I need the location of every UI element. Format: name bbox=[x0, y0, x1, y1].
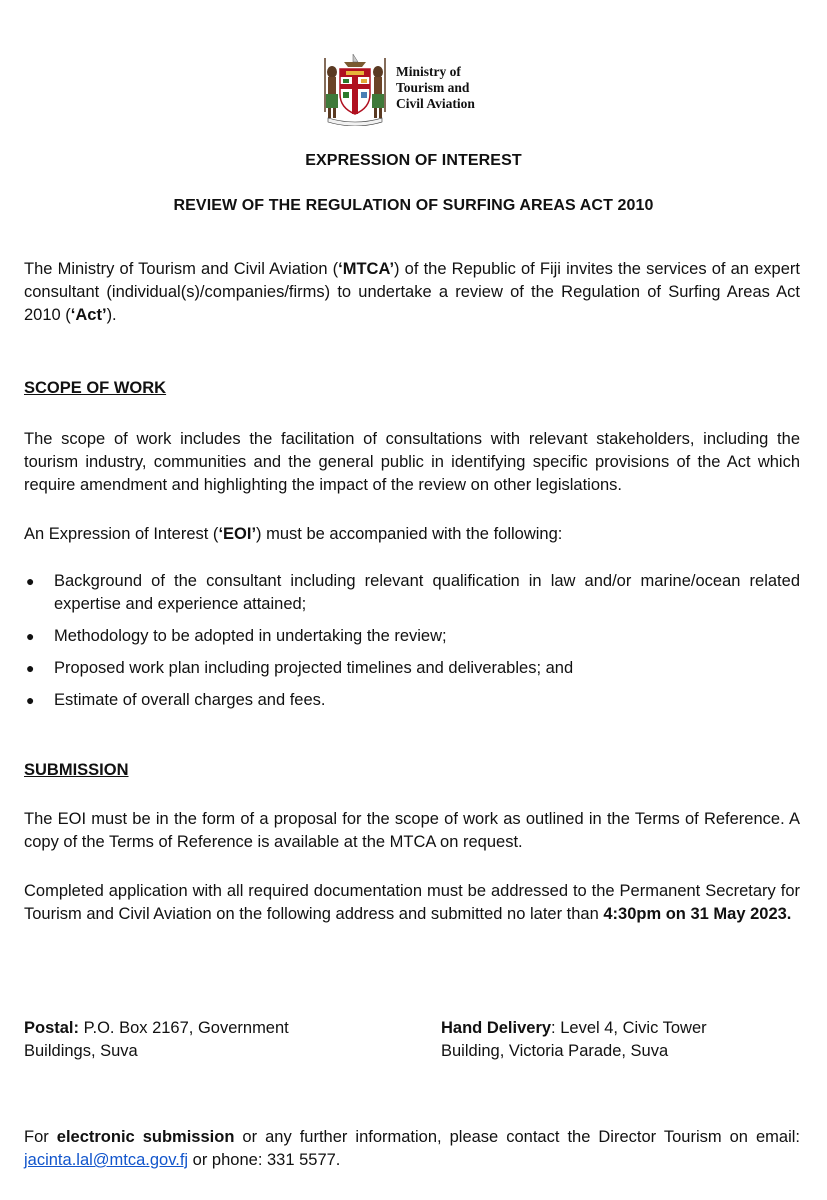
eoi-bold: ‘EOI’ bbox=[218, 525, 257, 543]
intro-text-1: The Ministry of Tourism and Civil Aviation ( bbox=[24, 260, 339, 278]
document-title: EXPRESSION OF INTEREST bbox=[305, 152, 522, 169]
list-item bbox=[24, 625, 800, 648]
list-item-text: Proposed work plan including projected timelines and deliverables; and bbox=[54, 659, 574, 677]
email-link[interactable]: jacinta.lal@mtca.gov.fj bbox=[24, 1151, 189, 1169]
list-item-text: Methodology to be adopted in undertaking the review; bbox=[54, 627, 447, 645]
intro-text-2: ) of the Republic of Fiji invites the services of an expert consultant (individual(s)/companies/firms) to undertake a review of the Regulation of Surfing Areas Act 2010 ( bbox=[24, 260, 800, 324]
list-item bbox=[24, 570, 800, 616]
intro-bold-act: ‘Act’ bbox=[70, 306, 107, 324]
contact-paragraph bbox=[24, 1126, 800, 1172]
postal-text: P.O. Box 2167, Government Buildings, Suva bbox=[24, 1019, 289, 1060]
submission-heading: SUBMISSION bbox=[24, 761, 129, 779]
eoi-requirements-list bbox=[24, 570, 800, 721]
eoi-paragraph bbox=[24, 523, 800, 546]
hand-delivery-address bbox=[441, 1017, 761, 1063]
intro-paragraph bbox=[24, 258, 800, 327]
bullet-icon: ● bbox=[26, 692, 35, 708]
document-subtitle: REVIEW OF THE REGULATION OF SURFING AREAS ACT 2010 bbox=[173, 197, 654, 214]
list-item bbox=[24, 657, 800, 680]
contact-text-2: or any further information, please contact the Director Tourism on email: bbox=[234, 1128, 800, 1146]
hand-delivery-text: : Level 4, Civic Tower Building, Victoria Parade, Suva bbox=[441, 1019, 707, 1060]
contact-bold: electronic submission bbox=[56, 1128, 235, 1146]
submission-paragraph-1: The EOI must be in the form of a proposal for the scope of work as outlined in the Terms of Reference. A copy of the Terms of Reference is available at the MTCA on request. bbox=[24, 810, 800, 851]
eoi-text-2: ) must be accompanied with the following: bbox=[256, 525, 563, 543]
bullet-icon: ● bbox=[26, 628, 35, 644]
bullet-icon: ● bbox=[26, 573, 35, 589]
fiji-coat-of-arms-icon bbox=[322, 50, 388, 126]
ministry-name-line2: Tourism and bbox=[396, 80, 470, 95]
scope-paragraph: The scope of work includes the facilitation of consultations with relevant stakeholders, including the tourism industry, communities and the general public in identifying specific provisions of the Act which require amendment and highlighting the impact of the review on other legislations. bbox=[24, 430, 800, 494]
submission-deadline: 4:30pm on 31 May 2023. bbox=[603, 905, 792, 923]
ministry-name-line3: Civil Aviation bbox=[396, 96, 475, 111]
postal-address bbox=[24, 1017, 344, 1063]
list-item bbox=[24, 689, 800, 712]
scope-heading: SCOPE OF WORK bbox=[24, 379, 167, 397]
submission-text: Completed application with all required documentation must be addressed to the Permanent Secretary for Tourism and Civil Aviation on the following address and submitted no later than bbox=[24, 882, 800, 923]
contact-text-1: For bbox=[24, 1128, 57, 1146]
ministry-name bbox=[396, 64, 475, 112]
contact-text-3: or phone: 331 5577. bbox=[188, 1151, 341, 1169]
hand-delivery-label: Hand Delivery bbox=[441, 1019, 552, 1037]
ministry-logo bbox=[322, 50, 475, 126]
ministry-name-line1: Ministry of bbox=[396, 64, 461, 79]
intro-text-3: ). bbox=[106, 306, 117, 324]
submission-paragraph-2 bbox=[24, 880, 800, 926]
postal-label: Postal: bbox=[24, 1019, 80, 1037]
bullet-icon: ● bbox=[26, 660, 35, 676]
intro-bold-mtca: ‘MTCA’ bbox=[338, 260, 395, 278]
eoi-text-1: An Expression of Interest ( bbox=[24, 525, 219, 543]
list-item-text: Background of the consultant including relevant qualification in law and/or marine/ocean related expertise and experience attained; bbox=[54, 572, 800, 613]
list-item-text: Estimate of overall charges and fees. bbox=[54, 691, 326, 709]
